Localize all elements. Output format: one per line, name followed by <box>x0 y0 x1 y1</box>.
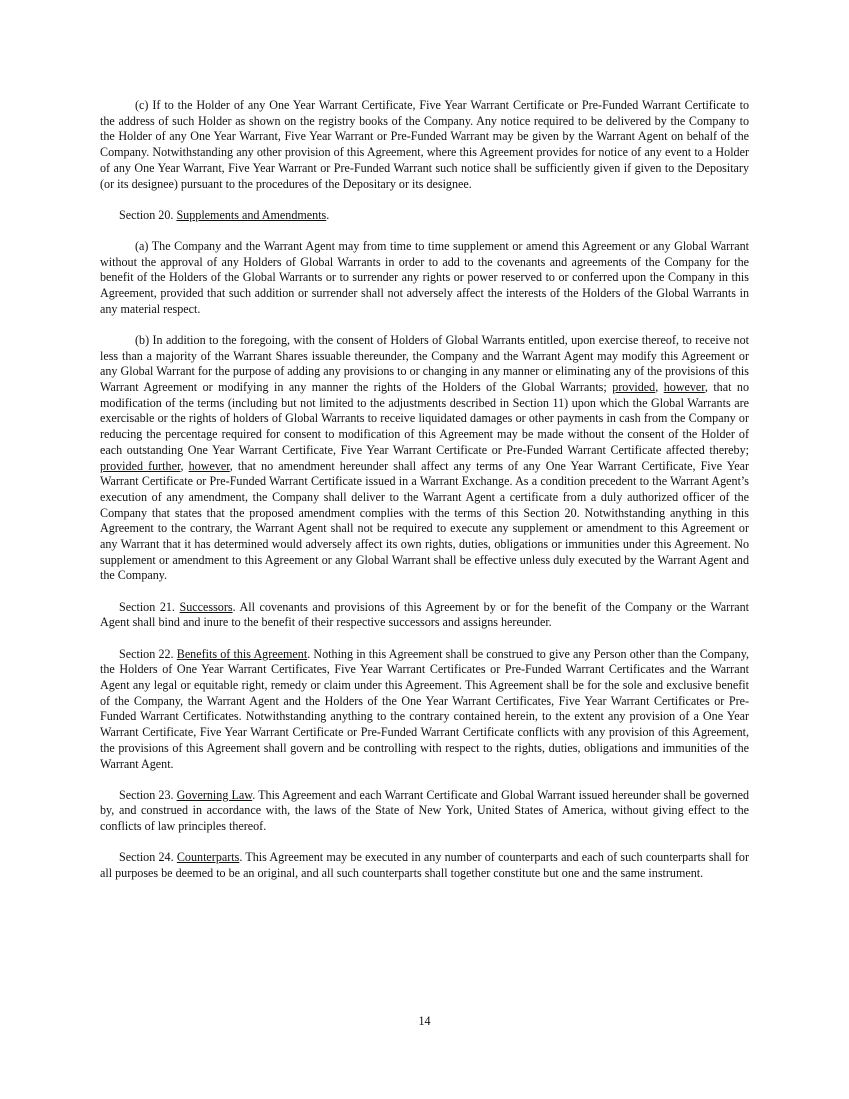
section-20b-sep1: , <box>655 380 664 395</box>
page-number: 14 <box>418 1014 431 1028</box>
section-20b-sep2: , <box>180 458 189 473</box>
section-20-title: Supplements and Amendments <box>176 207 327 222</box>
section-20b-provided-further: provided further <box>100 458 181 473</box>
section-22 <box>100 647 749 773</box>
paragraph-notice-c <box>100 98 749 192</box>
section-20b-part3: , that no amendment hereunder shall affect any terms of any One Year Warrant Certificate, Five Year Warrant Certificate or Pre-Funded Warrant Certificate issued in a Warrant Exchange. As a condition precedent to the Warrant Agent’s execution of any amendment, the Company shall deliver to the Warrant Agent a certificate from a duly authorized officer of the Company that states that the proposed amendment complies with the terms of this Section 20. Notwithstanding anything in this Agreement to the contrary, the Warrant Agent shall not be required to execute any supplement or amendment to this Agreement or any Warrant that it has determined would adversely affect its own rights, duties, obligations or immunities under this Agreement. No supplement or amendment to this Agreement or any Global Warrant shall be effective unless duly executed by the Warrant Agent and the Company. <box>100 458 750 583</box>
section-20b-however: however <box>663 380 705 395</box>
section-21-title: Successors <box>179 599 233 614</box>
document-page <box>100 98 749 897</box>
paragraph-notice-c-text: (c) If to the Holder of any One Year Warrant Certificate, Five Year Warrant Certificate or Pre-Funded Warrant Certificate to the address of such Holder as shown on the registry books of the Company. Any notice required to be delivered by the Company to the Holder of any One Year Warrant, Five Year Warrant or Pre-Funded Warrant may be given by the Warrant Agent on behalf of the Company. Notwithstanding any other provision of this Agreement, where this Agreement provides for notice of any event to a Holder of any One Year Warrant, Five Year Warrant or Pre-Funded Warrant such notice shall be sufficiently given if given to the Depositary (or its designee) pursuant to the procedures of the Depositary or its designee. <box>100 98 749 191</box>
section-20b-provided: provided <box>612 380 656 395</box>
section-21-prefix: Section 21. <box>119 599 180 614</box>
section-24-title: Counterparts <box>176 850 240 865</box>
section-22-title: Benefits of this Agreement <box>176 646 308 661</box>
section-20-paragraph-a-text: (a) The Company and the Warrant Agent may from time to time supplement or amend this Agreement or any Global Warrant without the approval of any Holders of Global Warrants in order to add to the covenants and agreements of the Company for the benefit of the Holders of the Global Warrants or to surrender any rights or power reserved to or conferred upon the Company in this Agreement, provided that such addition or surrender shall not adversely affect the interests of the Holders of the Global Warrants in any material respect. <box>100 238 749 316</box>
section-20-paragraph-a <box>100 239 749 318</box>
section-24-prefix: Section 24. <box>119 850 177 865</box>
section-23-body: . This Agreement and each Warrant Certificate and Global Warrant issued hereunder shall be governed by, and construed in accordance with, the laws of the State of New York, United States of America, without giving effect to the conflicts of law principles thereof. <box>100 787 749 834</box>
section-20b-part2: , that no modification of the terms (including but not limited to the adjustments described in Section 11) upon which the Global Warrants are exercisable or the rights of holders of Global Warrants to receive liquidated damages or other payments in cash from the Company or reducing the percentage required for consent to modification of this Agreement may be made without the consent of the Holder of each outstanding One Year Warrant Certificate, Five Year Warrant Certificate or Pre-Funded Warrant Certificate affected thereby; <box>100 380 749 457</box>
section-20-prefix: Section 20. <box>119 207 177 222</box>
section-23-prefix: Section 23. <box>119 787 177 802</box>
section-20b-however-2: however <box>188 458 230 473</box>
section-22-prefix: Section 22. <box>119 646 177 661</box>
section-21-body: . All covenants and provisions of this Agreement by or for the benefit of the Company or the Warrant Agent shall bind and inure to the benefit of their respective successors and assigns hereunder. <box>100 599 749 630</box>
section-20b-part1: (b) In addition to the foregoing, with the consent of Holders of Global Warrants entitled, upon exercise thereof, to receive not less than a majority of the Warrant Shares issuable thereunder, the Company and the Warrant Agent may modify this Agreement or any Global Warrant for the purpose of adding any provisions to or changing in any manner or eliminating any of the provisions of this Warrant Agreement or modifying in any manner the rights of the Holders of the Global Warrants; <box>100 332 749 395</box>
section-20-heading <box>100 208 749 224</box>
section-23-title: Governing Law <box>176 787 253 802</box>
section-23 <box>100 788 749 835</box>
section-20-paragraph-b <box>100 333 749 584</box>
section-20-suffix: . <box>326 207 330 222</box>
section-24-body: . This Agreement may be executed in any number of counterparts and each of such counterparts shall for all purposes be deemed to be an original, and all such counterparts shall together constitute but one and the same instrument. <box>100 850 749 881</box>
section-21 <box>100 600 749 631</box>
section-22-body: . Nothing in this Agreement shall be construed to give any Person other than the Company, the Holders of One Year Warrant Certificates, Five Year Warrant Certificates or Pre-Funded Warrant Certificates and the Warrant Agent any legal or equitable right, remedy or claim under this Agreement. This Agreement shall be for the sole and exclusive benefit of the Company, the Warrant Agent and the Holders of the One Year Warrant Certificates, Five Year Warrant Certificates or Pre-Funded Warrant Certificates. Notwithstanding anything to the contrary contained herein, to the extent any provision of a One Year Warrant Certificate, Five Year Warrant Certificate or Pre-Funded Warrant Certificate conflicts with any provision of this Agreement, the provisions of this Agreement shall govern and be controlling with respect to the rights, duties, obligations and immunities of the Warrant Agent. <box>100 646 749 771</box>
section-24 <box>100 850 749 881</box>
